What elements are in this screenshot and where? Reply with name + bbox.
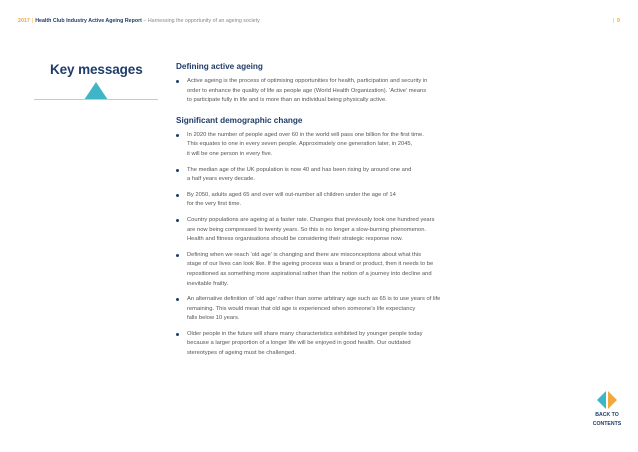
text-line: it will be one person in every five. [187,150,273,157]
text-line: Health and fitness organisations should be considering their strategic response now. [187,236,403,243]
list-item [176,166,496,185]
back-label-line2: CONTENTS [592,420,622,427]
text-line: This equates to one in every seven people. Approximately one generation later, in 2045, [187,141,413,148]
text-line: In 2020 the number of people aged over 60 in the world will pass one billion for the first time. [187,131,424,138]
text-line: for the very first time. [187,201,242,208]
text-line: Older people in the future will share many characteristics exhibited by younger people today [187,330,423,337]
bullet-icon [176,333,179,336]
main-content [176,62,496,365]
list-item [176,330,496,359]
text-line: a half years every decade. [187,176,255,183]
text-line: stage of our lives can look like. If the ageing process was a brand or product, then it needs to be [187,261,434,268]
header-year: 2017 [18,18,30,24]
list-item [176,131,496,160]
page-number: 9 [617,18,620,24]
bullet-icon [176,134,179,137]
text-line: are now being compressed to twenty years. So this is no longer a slow-burning phenomenon. [187,226,427,233]
text-line: An alternative definition of ‘old age’ rather than some arbitrary age such as 65 is to use years of life [187,296,441,303]
bullet-icon [176,194,179,197]
key-messages-title: Key messages [50,62,143,77]
text-line: order to enhance the quality of life as people age (World Health Organization). ‘Active’ means [187,87,427,94]
text-line: Country populations are ageing at a faster rate. Changes that previously took one hundred years [187,216,435,223]
text-line: Defining when we reach ‘old age’ is changing and there are misconceptions about what this [187,251,422,258]
bullet-icon [176,298,179,301]
back-to-contents-button[interactable] [592,390,622,428]
text-line: repositioned as something more aspirational rather than the notion of a journey into decline and [187,270,432,277]
text-line: stereotypes of ageing must be challenged. [187,350,296,357]
list-item [176,216,496,245]
text-line: inevitable frailty. [187,280,229,287]
running-header [18,15,620,27]
page-separator: | [612,18,615,24]
back-label-line1: BACK TO [595,412,619,418]
list-item [176,295,496,324]
key-messages-rule [34,99,158,100]
bullet-icon [176,219,179,222]
heading-defining-active-ageing: Defining active ageing [176,62,263,71]
list-item [176,251,496,289]
page-number-block [613,15,620,27]
triangle-marker-icon [84,82,108,100]
text-line: falls below 10 years. [187,315,240,322]
heading-significant-demographic-change: Significant demographic change [176,115,303,125]
bullet-icon [176,254,179,257]
text-line: Active ageing is the process of optimising opportunities for health, participation and security in [187,78,428,84]
header-report-title: Health Club Industry Active Ageing Report [35,18,142,24]
text-line: The median age of the UK population is now 40 and has been rising by around one and [187,166,412,173]
header-subtitle: – Harnessing the opportunity of an ageing society [143,18,260,24]
text-line: By 2050, adults aged 65 and over will out-number all children under the age of 14 [187,191,396,198]
header-separator: | [31,18,34,24]
bullet-icon [176,169,179,172]
text-line: remaining. This would mean that old age is experienced when someone’s life expectancy [187,305,416,312]
text-line: because a larger proportion of a longer life will be enjoyed in good health. Our outdated [187,340,411,347]
text-line: to participate fully in life and is more than an individual being physically active. [187,97,387,104]
bullet-icon [176,80,179,83]
list-item [176,77,496,106]
list-item [176,191,496,210]
back-arrow-icon [597,390,617,410]
